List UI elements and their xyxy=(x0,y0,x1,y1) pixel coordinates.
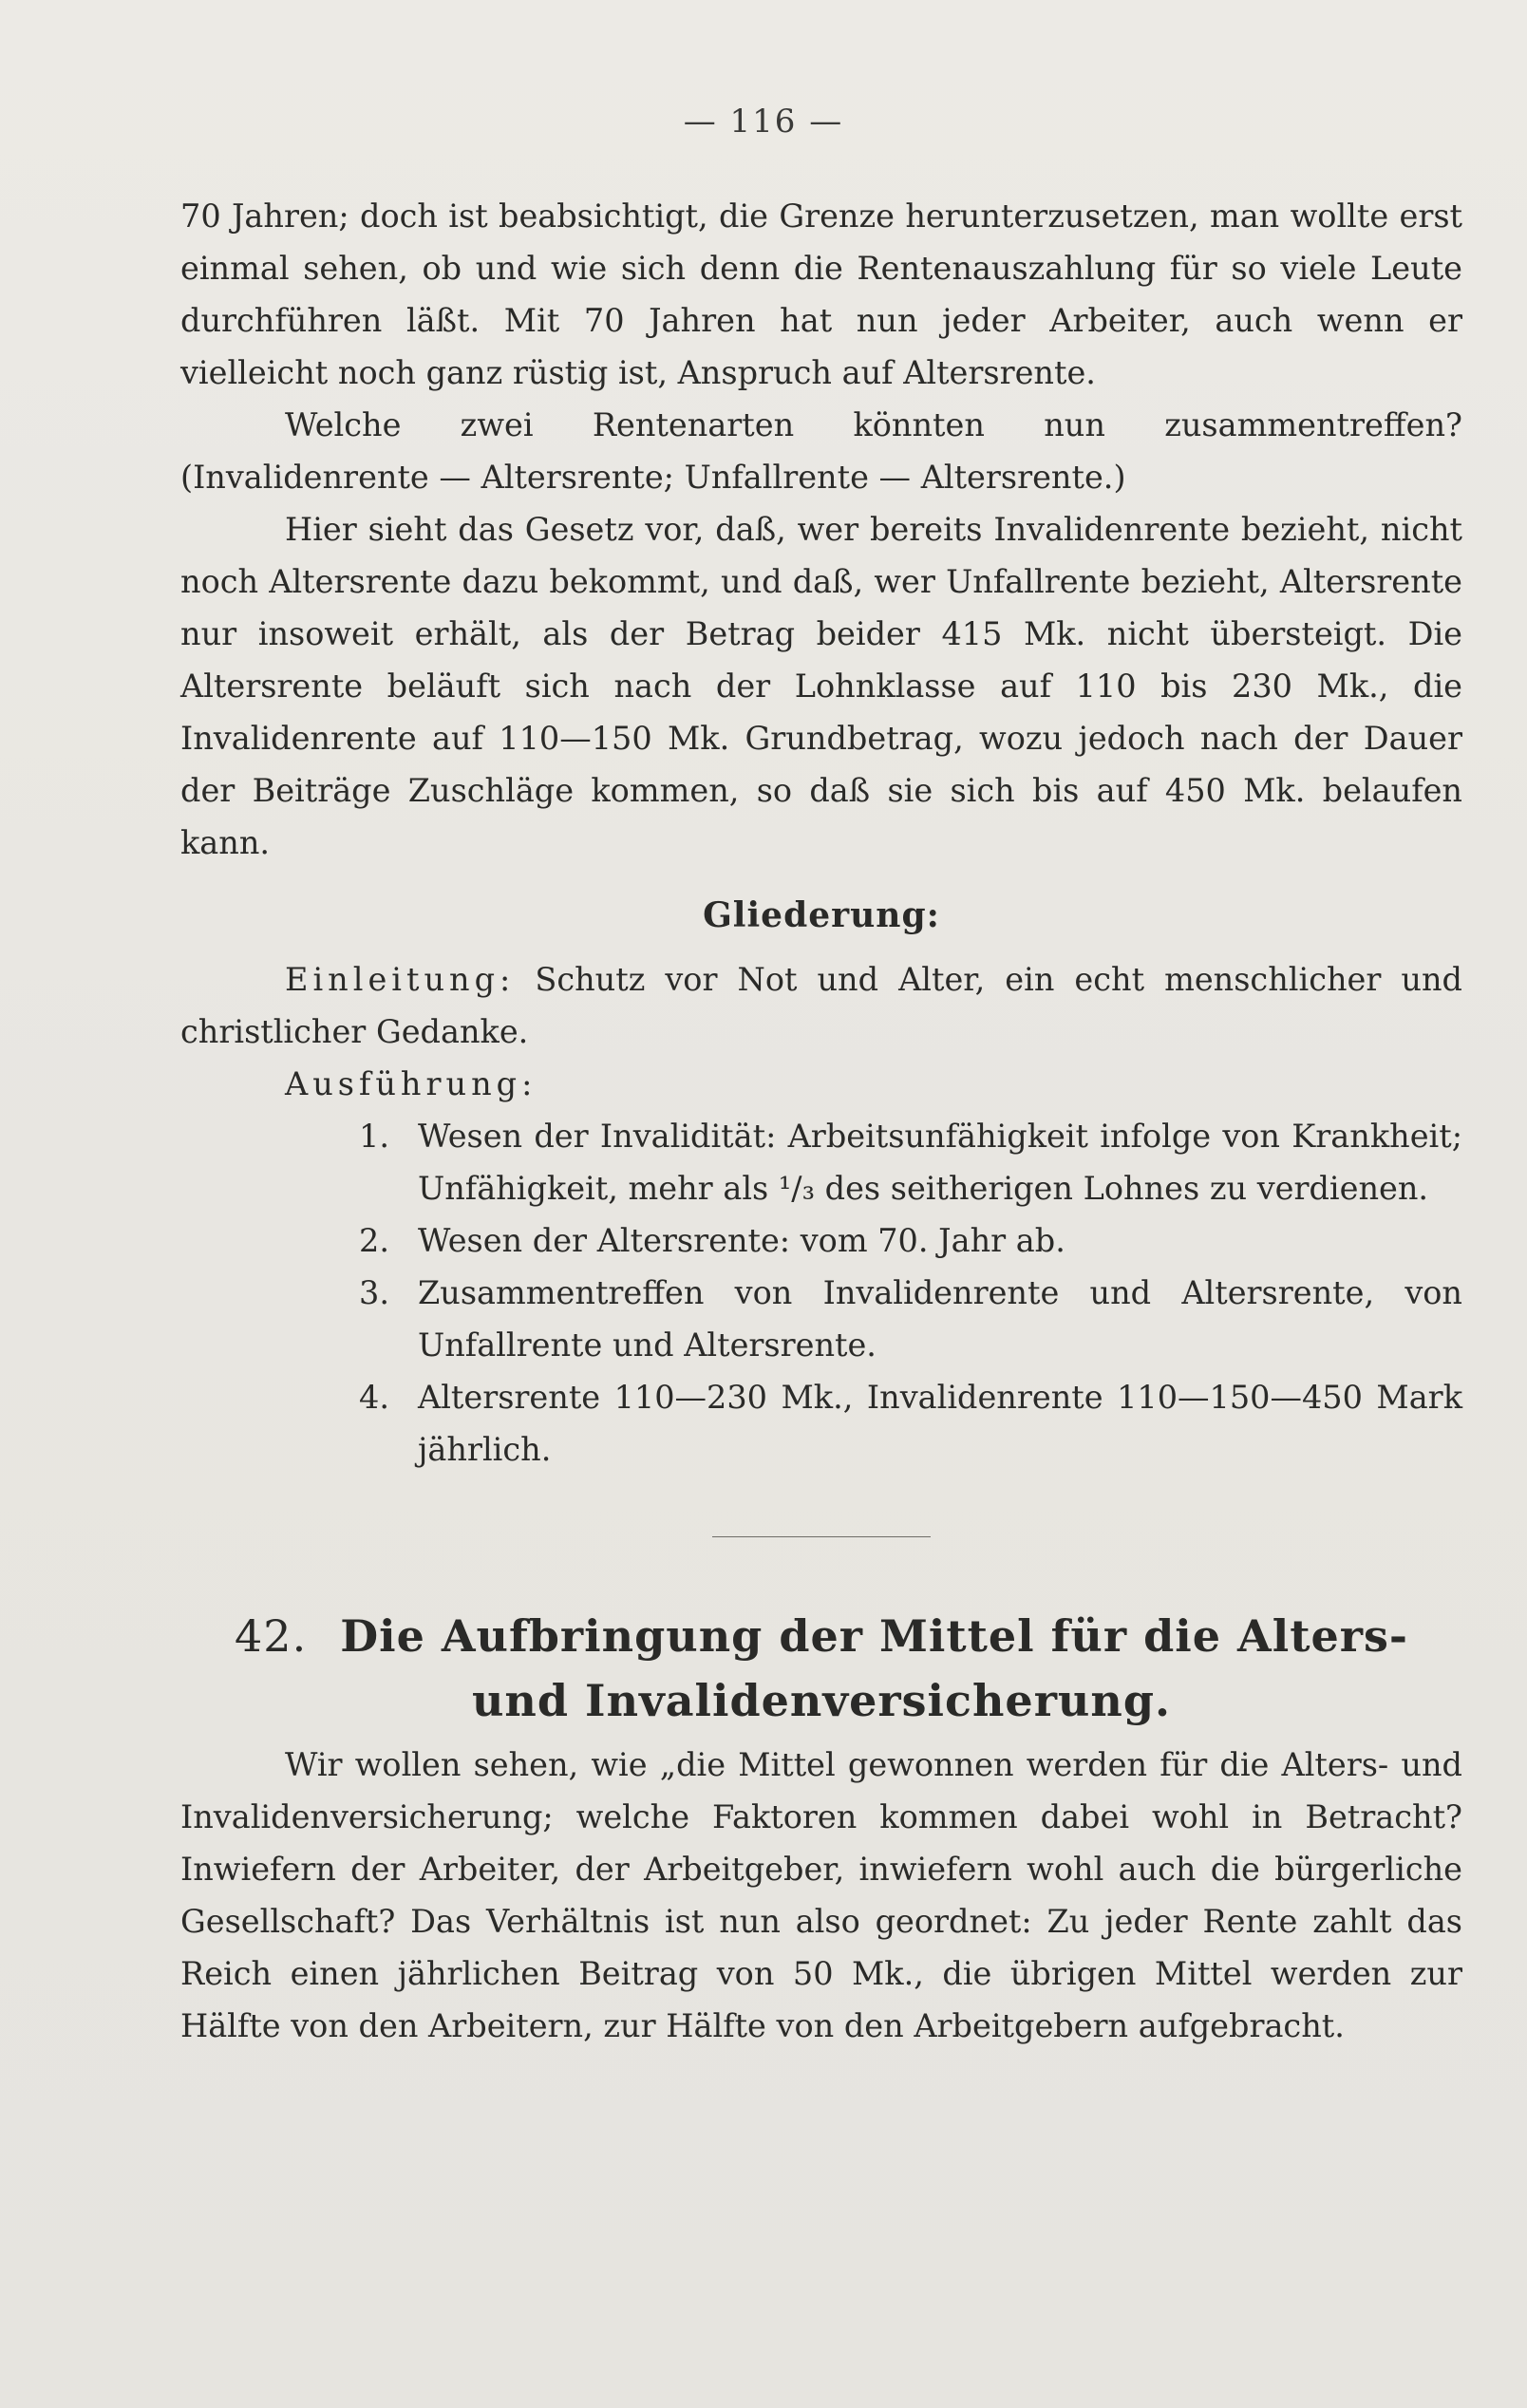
section-heading xyxy=(180,1604,1462,1733)
outline-ausfuehrung xyxy=(180,1058,1462,1110)
outline-item-text: Wesen der Altersrente: vom 70. Jahr ab. xyxy=(418,1222,1065,1259)
outline-item-number: 1. xyxy=(359,1118,389,1155)
paragraph-intro-2: Welche zwei Rentenarten könnten nun zusammentreffen? (Invalidenrente — Altersrente; Unfallrente — Altersrente.) xyxy=(180,406,1462,496)
ausfuehrung-label: Ausführung: xyxy=(285,1065,537,1102)
section-number: 42. xyxy=(235,1610,308,1662)
einleitung-label: Einleitung: xyxy=(285,961,516,998)
outline-item-text: Altersrente 110—230 Mk., Invalidenrente 110—150—450 Mark jährlich. xyxy=(418,1379,1462,1468)
outline-heading: Gliederung: xyxy=(703,895,940,935)
section-paragraph: Wir wollen sehen, wie „die Mittel gewonnen werden für die Alters- und Invalidenversicherung; welche Faktoren kommen dabei wohl in Betracht? Inwiefern der Arbeiter, der Arbeitgeber, inwiefern wohl auch die bürgerliche Gesellschaft? Das Verhältnis ist nun also geordnet: Zu jeder Rente zahlt das Reich einen jährlichen Beitrag von 50 Mk., die übrigen Mittel werden zur Hälfte von den Arbeitern, zur Hälfte von den Arbeitgebern aufgebracht. xyxy=(180,1746,1462,2044)
outline-item-text: Wesen der Invalidität: Arbeitsunfähigkeit infolge von Krankheit; Unfähigkeit, mehr als ¹/₃ des seitherigen Lohnes zu verdienen. xyxy=(418,1118,1462,1207)
outline-item-number: 4. xyxy=(359,1379,389,1416)
section-divider xyxy=(712,1536,931,1537)
paragraph-intro-3: Hier sieht das Gesetz vor, daß, wer bereits Invalidenrente bezieht, nicht noch Altersrente dazu bekommt, und daß, wer Unfallrente bezieht, Altersrente nur insoweit erhält, als der Betrag beider 415 Mk. nicht übersteigt. Die Altersrente beläuft sich nach der Lohnklasse auf 110 bis 230 Mk., die Invalidenrente auf 110—150 Mk. Grundbetrag, wozu jedoch nach der Dauer der Beiträge Zuschläge kommen, so daß sie sich bis auf 450 Mk. belaufen kann. xyxy=(180,511,1462,861)
outline-item xyxy=(180,1214,1462,1267)
section-title: Die Aufbringung der Mittel für die Alters- und Invalidenversicherung. xyxy=(340,1610,1408,1726)
outline-item-text: Zusammentreffen von Invalidenrente und Altersrente, von Unfallrente und Altersrente. xyxy=(418,1274,1462,1364)
outline-einleitung xyxy=(180,953,1462,1058)
page-body xyxy=(180,190,1462,2052)
outline-item xyxy=(180,1371,1462,1476)
paragraph-intro-1: 70 Jahren; doch ist beabsichtigt, die Grenze herunterzusetzen, man wollte erst einmal sehen, ob und wie sich denn die Rentenauszahlung für so viele Leute durchführen läßt. Mit 70 Jahren hat nun jeder Arbeiter, auch wenn er vielleicht noch ganz rüstig ist, Anspruch auf Altersrente. xyxy=(180,198,1462,391)
page-number: — 116 — xyxy=(683,103,844,141)
outline-item-number: 2. xyxy=(359,1222,389,1259)
outline-item xyxy=(180,1110,1462,1214)
outline-item-number: 3. xyxy=(359,1274,389,1311)
einleitung-text: Schutz vor Not und Alter, ein echt menschlicher und christlicher Gedanke. xyxy=(180,961,1462,1050)
outline-item xyxy=(180,1267,1462,1371)
